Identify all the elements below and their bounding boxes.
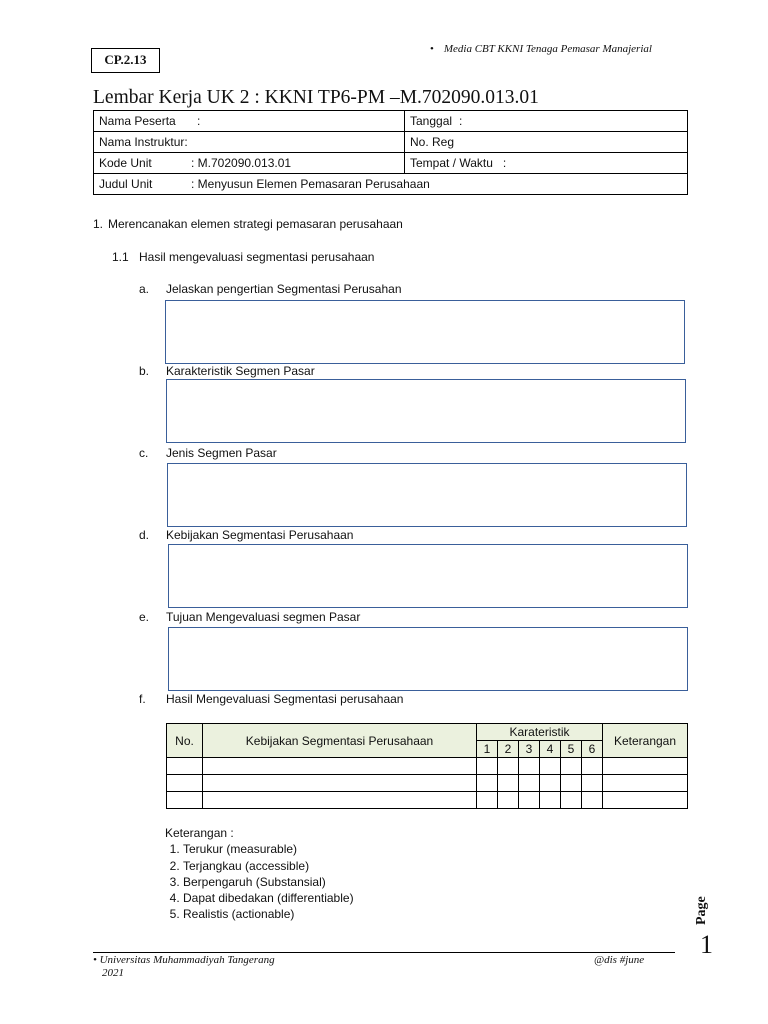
table-header-row — [167, 724, 688, 741]
item-letter: f. — [139, 692, 146, 706]
table-cell[interactable] — [582, 792, 603, 809]
notes-heading: Keterangan : — [165, 826, 234, 840]
col-keterangan-header: Keterangan — [603, 724, 688, 758]
question-1-1-number: 1.1 — [112, 250, 129, 264]
item-a — [139, 282, 402, 296]
table-cell[interactable] — [477, 758, 498, 775]
item-letter: e. — [139, 610, 150, 624]
judul-unit-value: : Menyusun Elemen Pemasaran Perusahaan — [191, 177, 430, 191]
page-title: Lembar Kerja UK 2 : KKNI TP6-PM –M.702090.013.01 — [93, 87, 539, 108]
table-cell[interactable] — [582, 775, 603, 792]
kode-unit-value: : M.702090.013.01 — [191, 156, 292, 170]
tanggal-label: Tanggal — [410, 114, 453, 128]
item-letter: a. — [139, 282, 150, 296]
col-karateristik-header: Karateristik — [477, 724, 603, 741]
nama-instruktur-label: Nama Instruktur: — [99, 135, 188, 149]
answer-box-a[interactable] — [165, 300, 685, 364]
table-cell[interactable] — [203, 775, 477, 792]
sub-col-header: 6 — [582, 741, 603, 758]
question-1-text: Merencanakan elemen strategi pemasaran perusahaan — [108, 217, 403, 231]
question-1-number: 1. — [93, 217, 104, 231]
page-number: 1 — [700, 930, 713, 959]
bullet: • — [93, 954, 97, 966]
list-item: 4. Dapat dibedakan (differentiable) — [183, 890, 354, 906]
kode-unit-label: Kode Unit — [99, 156, 152, 170]
media-header — [430, 43, 652, 55]
colon: : — [502, 156, 507, 170]
table-cell[interactable] — [519, 792, 540, 809]
footer-signature: @dis #june — [594, 954, 645, 966]
table-cell[interactable] — [561, 758, 582, 775]
table-cell[interactable] — [561, 792, 582, 809]
segmentation-results-table — [166, 723, 688, 809]
item-text: Hasil Mengevaluasi Segmentasi perusahaan — [166, 692, 404, 706]
table-row — [167, 775, 688, 792]
list-item: 3. Berpengaruh (Substansial) — [183, 874, 354, 890]
item-letter: b. — [139, 364, 150, 378]
nama-peserta-label: Nama Peserta — [99, 114, 176, 128]
kode-unit-cell — [94, 153, 405, 174]
item-e — [139, 610, 360, 624]
media-text: Media CBT KKNI Tenaga Pemasar Manajerial — [443, 43, 652, 55]
table-cell[interactable] — [167, 758, 203, 775]
nama-peserta-cell[interactable] — [94, 111, 405, 132]
page-label: Page — [694, 896, 709, 925]
table-row — [94, 132, 688, 153]
table-cell[interactable] — [498, 775, 519, 792]
sub-col-header: 4 — [540, 741, 561, 758]
answer-box-e[interactable] — [168, 627, 688, 691]
participant-info-table — [93, 110, 688, 195]
item-d — [139, 528, 353, 542]
table-cell[interactable] — [582, 758, 603, 775]
sub-col-header: 2 — [498, 741, 519, 758]
col-kebijakan-header: Kebijakan Segmentasi Perusahaan — [203, 724, 477, 758]
table-cell[interactable] — [540, 775, 561, 792]
item-text: Tujuan Mengevaluasi segmen Pasar — [166, 610, 361, 624]
col-no-header: No. — [167, 724, 203, 758]
answer-box-b[interactable] — [166, 379, 686, 443]
notes-list — [165, 841, 354, 922]
colon: : — [197, 114, 201, 128]
question-1 — [93, 217, 403, 231]
sub-col-header: 1 — [477, 741, 498, 758]
item-letter: c. — [139, 446, 149, 460]
university-name: Universitas Muhammadiyah Tangerang — [99, 954, 275, 966]
answer-box-d[interactable] — [168, 544, 688, 608]
judul-unit-label: Judul Unit — [99, 177, 153, 191]
table-cell[interactable] — [603, 792, 688, 809]
table-row — [94, 153, 688, 174]
item-b — [139, 364, 315, 378]
item-text: Jelaskan pengertian Segmentasi Perusahan — [166, 282, 402, 296]
footer-university — [93, 954, 275, 980]
item-text: Karakteristik Segmen Pasar — [166, 364, 315, 378]
table-cell[interactable] — [477, 792, 498, 809]
table-row — [167, 792, 688, 809]
no-reg-label: No. Reg — [410, 135, 455, 149]
table-cell[interactable] — [203, 758, 477, 775]
table-cell[interactable] — [603, 775, 688, 792]
tempat-waktu-cell[interactable] — [405, 153, 688, 174]
item-c — [139, 446, 277, 460]
table-cell[interactable] — [498, 792, 519, 809]
tempat-waktu-label: Tempat / Waktu — [410, 156, 493, 170]
table-cell[interactable] — [603, 758, 688, 775]
footer-divider — [93, 952, 675, 953]
item-text: Kebijakan Segmentasi Perusahaan — [166, 528, 354, 542]
document-code-box: CP.2.13 — [91, 48, 160, 73]
item-text: Jenis Segmen Pasar — [166, 446, 277, 460]
sub-col-header: 3 — [519, 741, 540, 758]
nama-instruktur-cell[interactable] — [94, 132, 405, 153]
table-cell[interactable] — [498, 758, 519, 775]
sub-col-header: 5 — [561, 741, 582, 758]
list-item: 1. Terukur (measurable) — [183, 841, 354, 857]
item-f — [139, 692, 403, 706]
colon: : — [459, 114, 463, 128]
table-cell[interactable] — [540, 792, 561, 809]
item-letter: d. — [139, 528, 150, 542]
question-1-1-text: Hasil mengevaluasi segmentasi perusahaan — [139, 250, 375, 264]
answer-box-c[interactable] — [167, 463, 687, 527]
list-item: 5. Realistis (actionable) — [183, 906, 354, 922]
table-cell[interactable] — [519, 758, 540, 775]
table-cell[interactable] — [561, 775, 582, 792]
notes-section — [165, 825, 354, 923]
table-cell[interactable] — [167, 792, 203, 809]
question-1-1 — [112, 250, 374, 264]
table-cell[interactable] — [203, 792, 477, 809]
footer-year: 2021 — [102, 967, 124, 979]
tanggal-cell[interactable] — [405, 111, 688, 132]
table-cell[interactable] — [167, 775, 203, 792]
no-reg-cell[interactable] — [405, 132, 688, 153]
bullet: • — [430, 43, 434, 55]
table-row — [167, 758, 688, 775]
table-row — [94, 174, 688, 195]
table-cell[interactable] — [540, 758, 561, 775]
table-cell[interactable] — [477, 775, 498, 792]
judul-unit-cell — [94, 174, 688, 195]
table-row — [94, 111, 688, 132]
table-cell[interactable] — [519, 775, 540, 792]
list-item: 2. Terjangkau (accessible) — [183, 858, 354, 874]
